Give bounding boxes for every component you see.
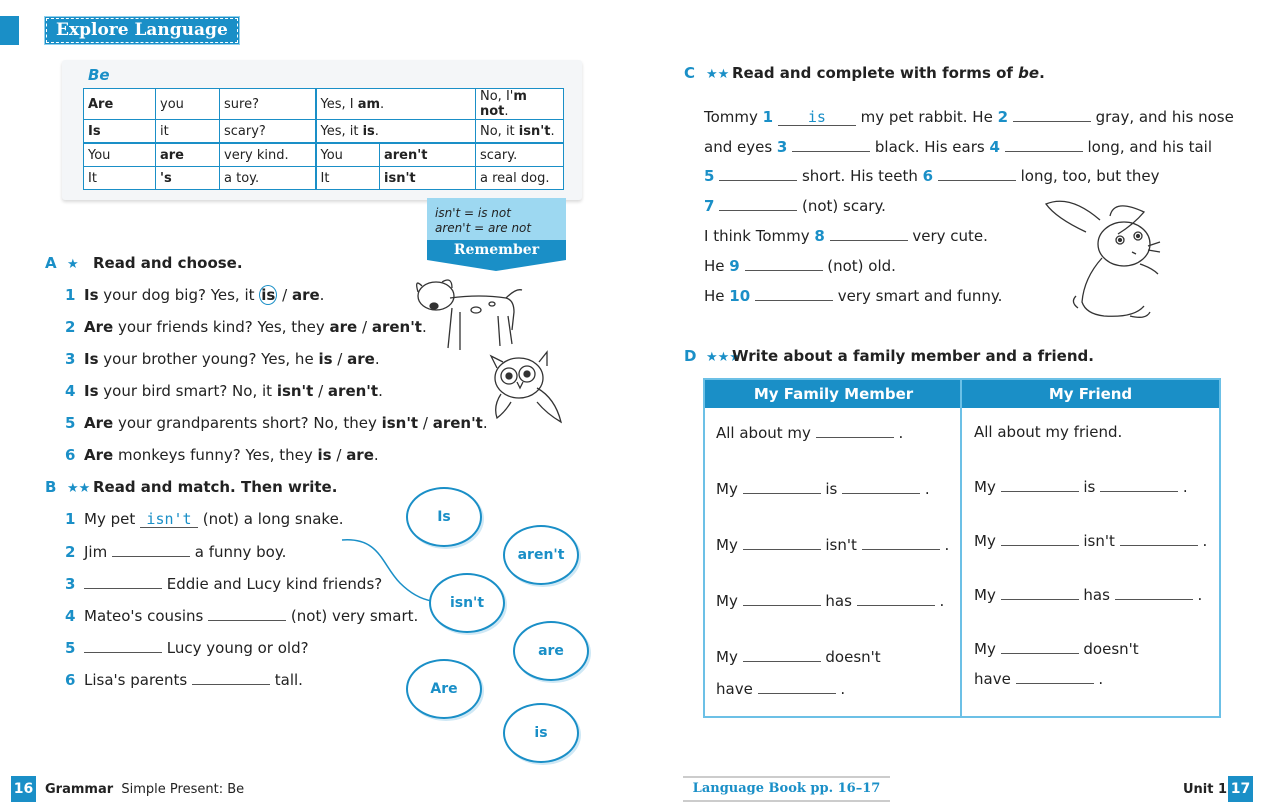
- b-blank-2[interactable]: [112, 542, 190, 557]
- language-book-reference: Language Book pp. 16–17: [683, 776, 890, 802]
- c-line-2: and eyes 3 black. His ears 4 long, and his tail: [704, 138, 1213, 156]
- remember-arrow: [427, 260, 566, 271]
- b-item-5: 5 Lucy young or old?: [65, 639, 309, 657]
- c-blank-8[interactable]: [830, 226, 908, 241]
- fam-blank[interactable]: [758, 679, 836, 694]
- remember-box: [427, 198, 566, 240]
- a-option-2[interactable]: aren't: [371, 318, 422, 336]
- be-table-title: Be: [88, 66, 110, 84]
- left-page-tab: [0, 16, 19, 45]
- section-b-heading: B ★★ Read and match. Then write.: [45, 478, 338, 496]
- fam-blank[interactable]: [743, 647, 821, 662]
- c-line-5: I think Tommy 8 very cute.: [704, 227, 988, 245]
- a-item-1: 1 Is your dog big? Yes, it is / are.: [65, 286, 325, 304]
- a-item-2: 2 Are your friends kind? Yes, they are / aren't.: [65, 318, 427, 336]
- c-line-4: 7 (not) scary.: [704, 197, 886, 215]
- friend-blank[interactable]: [1001, 585, 1079, 600]
- left-footer: Grammar Simple Present: Be: [45, 782, 245, 797]
- word-bubble-isnt[interactable]: isn't: [429, 573, 505, 633]
- owl-illustration: [487, 348, 567, 430]
- c-line-1: Tommy 1 is my pet rabbit. He 2 gray, and his nose: [704, 108, 1234, 126]
- fam-blank[interactable]: [842, 479, 920, 494]
- table-row: Is it scary? Yes, it is. No, it isn't.: [84, 120, 564, 144]
- b-blank-4[interactable]: [208, 606, 286, 621]
- c-answer-1[interactable]: is: [778, 110, 856, 126]
- c-line-6: He 9 (not) old.: [704, 257, 896, 275]
- section-c-heading: C ★★ Read and complete with forms of be.: [684, 64, 1045, 82]
- friend-blank[interactable]: [1120, 531, 1198, 546]
- remember-line-1: isn't = is not: [435, 206, 511, 220]
- fam-isnt: My isn't .: [716, 536, 950, 554]
- unit-label: Unit 1: [1183, 782, 1228, 797]
- col-friend: My Friend: [1048, 385, 1133, 403]
- word-bubble-is-capital[interactable]: Is: [406, 487, 482, 547]
- table-row: You are very kind. You aren't scary.: [84, 143, 564, 167]
- friend-doesnt: My doesn't: [974, 640, 1139, 658]
- a-option-1[interactable]: isn't: [381, 414, 419, 432]
- word-bubble-is[interactable]: is: [503, 703, 579, 763]
- rabbit-illustration: [1040, 196, 1164, 328]
- fam-about: All about my .: [716, 424, 904, 442]
- a-option-2[interactable]: aren't: [432, 414, 483, 432]
- b-blank-6[interactable]: [192, 670, 270, 685]
- friend-blank[interactable]: [1001, 639, 1079, 654]
- section-d-table-header: [705, 380, 1219, 408]
- a-item-5: 5 Are your grandparents short? No, they isn't / aren't.: [65, 414, 488, 432]
- section-d-heading: D ★★★Write about a family member and a friend.: [684, 347, 1094, 365]
- friend-blank[interactable]: [1100, 477, 1178, 492]
- c-blank-5[interactable]: [719, 166, 797, 181]
- b-item-1: 1 My pet isn't (not) a long snake.: [65, 510, 344, 528]
- friend-is: My is .: [974, 478, 1188, 496]
- fam-doesnt: My doesn't: [716, 648, 881, 666]
- a-item-3: 3 Is your brother young? Yes, he is / are.: [65, 350, 380, 368]
- column-divider: [960, 378, 962, 718]
- a-option-1[interactable]: is: [261, 286, 276, 304]
- fam-blank[interactable]: [743, 535, 821, 550]
- a-option-2[interactable]: are: [347, 350, 375, 368]
- b-item-4: 4 Mateo's cousins (not) very smart.: [65, 607, 419, 625]
- c-blank-4[interactable]: [1005, 137, 1083, 152]
- fam-has: My has .: [716, 592, 945, 610]
- a-item-6: 6 Are monkeys funny? Yes, they is / are.: [65, 446, 379, 464]
- a-option-1[interactable]: are: [329, 318, 358, 336]
- word-bubble-are[interactable]: are: [513, 621, 589, 681]
- a-option-2[interactable]: aren't: [327, 382, 379, 400]
- friend-blank[interactable]: [1016, 669, 1094, 684]
- word-bubble-are-capital[interactable]: Are: [406, 659, 482, 719]
- c-blank-7[interactable]: [719, 196, 797, 211]
- remember-line-2: aren't = are not: [435, 221, 532, 235]
- b-item-2: 2 Jim a funny boy.: [65, 543, 287, 561]
- page-title: Explore Language: [44, 16, 240, 45]
- col-family-member: My Family Member: [753, 385, 914, 403]
- c-line-3: 5 short. His teeth 6 long, too, but they: [704, 167, 1160, 185]
- b-item-6: 6 Lisa's parents tall.: [65, 671, 303, 689]
- table-row: Are you sure? Yes, I am. No, I'm not.: [84, 89, 564, 120]
- c-line-7: He 10 very smart and funny.: [704, 287, 1003, 305]
- b-item-3: 3 Eddie and Lucy kind friends?: [65, 575, 383, 593]
- fam-have: have .: [716, 680, 846, 698]
- fam-blank[interactable]: [862, 535, 940, 550]
- fam-blank[interactable]: [743, 479, 821, 494]
- friend-has: My has .: [974, 586, 1203, 604]
- b-blank-5[interactable]: [84, 638, 162, 653]
- remember-label: Remember: [427, 240, 566, 260]
- c-blank-9[interactable]: [745, 256, 823, 271]
- a-option-1[interactable]: isn't: [276, 382, 314, 400]
- fam-blank[interactable]: [857, 591, 935, 606]
- right-page-number: 17: [1228, 776, 1253, 802]
- a-option-2[interactable]: are: [291, 286, 320, 304]
- fam-blank[interactable]: [743, 591, 821, 606]
- a-option-1[interactable]: is: [317, 446, 332, 464]
- table-row: It 's a toy. It isn't a real dog.: [84, 167, 564, 190]
- a-option-2[interactable]: are: [346, 446, 374, 464]
- c-blank-3[interactable]: [792, 137, 870, 152]
- b-blank-1[interactable]: isn't: [140, 512, 198, 528]
- word-bubble-arent[interactable]: aren't: [503, 525, 579, 585]
- friend-blank[interactable]: [1001, 531, 1079, 546]
- c-blank-10[interactable]: [755, 286, 833, 301]
- friend-blank[interactable]: [1115, 585, 1193, 600]
- left-page-number: 16: [11, 776, 36, 802]
- friend-have: have .: [974, 670, 1104, 688]
- dog-illustration: [412, 272, 530, 360]
- c-blank-2[interactable]: [1013, 107, 1091, 122]
- a-option-1[interactable]: is: [318, 350, 333, 368]
- b-blank-3[interactable]: [84, 574, 162, 589]
- friend-blank[interactable]: [1001, 477, 1079, 492]
- section-a-heading: A ★ Read and choose.: [45, 254, 243, 272]
- be-grammar-table: [83, 88, 564, 190]
- fam-blank-about[interactable]: [816, 423, 894, 438]
- friend-about: All about my friend.: [974, 423, 1123, 441]
- match-line: [340, 535, 440, 605]
- c-blank-6[interactable]: [938, 166, 1016, 181]
- friend-isnt: My isn't .: [974, 532, 1208, 550]
- a-item-4: 4 Is your bird smart? No, it isn't / aren't.: [65, 382, 383, 400]
- fam-is: My is .: [716, 480, 930, 498]
